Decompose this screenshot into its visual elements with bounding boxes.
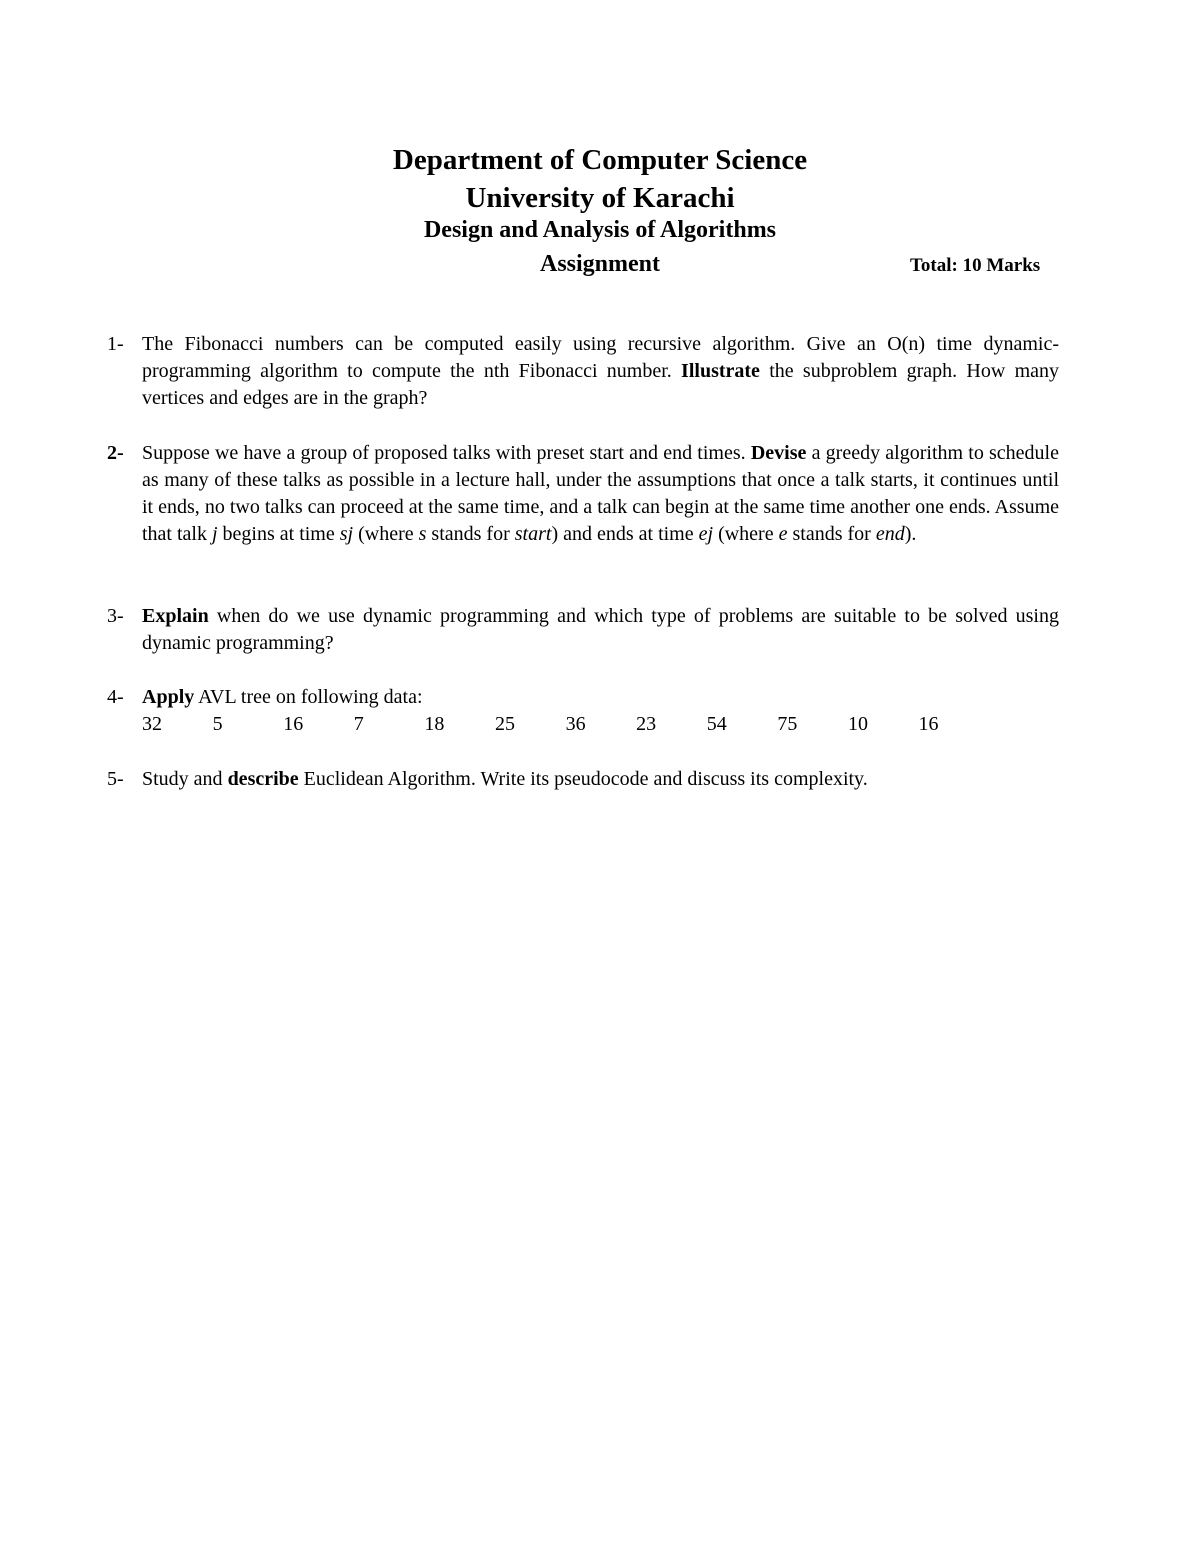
question-3-number: 3- <box>107 605 124 627</box>
question-1-number: 1- <box>107 333 124 355</box>
question-4-text: Apply AVL tree on following data: 32 5 16 7 18 25 36 23 54 75 10 16 <box>142 684 1059 738</box>
avl-data-value: 23 <box>636 713 657 735</box>
question-5-keyword: describe <box>227 768 299 790</box>
avl-data-value: 5 <box>212 713 223 735</box>
question-1-keyword: Illustrate <box>681 360 760 382</box>
department-title: Department of Computer Science <box>392 144 808 176</box>
question-2-number: 2- <box>107 442 124 464</box>
avl-data-value: 7 <box>353 713 364 735</box>
avl-data-value: 54 <box>706 713 727 735</box>
avl-data-value: 25 <box>494 713 515 735</box>
question-1-text: The Fibonacci numbers can be computed easily using recursive algorithm. Give an O(n) time dynamic-programming algorithm to compute the nth Fibonacci number. Illustrate the subproblem graph. How many vertices and edges are in the graph? <box>142 333 1059 409</box>
avl-data-value: 16 <box>918 713 939 735</box>
avl-data-row <box>142 711 1059 738</box>
question-3-keyword: Explain <box>142 605 209 627</box>
question-4-number: 4- <box>107 686 124 708</box>
university-title: University of Karachi <box>465 182 735 214</box>
avl-data-value: 75 <box>777 713 798 735</box>
avl-data-value: 10 <box>847 713 868 735</box>
question-2-text: Suppose we have a group of proposed talks with preset start and end times. Devise a greedy algorithm to schedule as many of these talks as possible in a lecture hall, under the assumptions that once a talk starts, it continues until it ends, no two talks can proceed at the same time, and a talk can begin at the same time another one ends. Assume that talk j begins at time sj (where s stands for start) and ends at time ej (where e stands for end). <box>142 442 1059 545</box>
course-title: Design and Analysis of Algorithms <box>423 217 777 243</box>
question-3-text: Explain when do we use dynamic programming and which type of problems are suitable to be solved using dynamic programming? <box>142 605 1059 654</box>
assignment-title: Assignment <box>539 251 660 277</box>
avl-data-value: 32 <box>142 713 162 735</box>
avl-data-value: 18 <box>424 713 445 735</box>
avl-data-value: 36 <box>565 713 586 735</box>
avl-data-value: 16 <box>283 713 304 735</box>
question-5-number: 5- <box>107 768 124 790</box>
question-5-text: Study and describe Euclidean Algorithm. Write its pseudocode and discuss its complexity. <box>142 768 868 790</box>
question-2-keyword: Devise <box>750 442 807 464</box>
question-4-keyword: Apply <box>142 686 195 708</box>
total-marks: Total: 10 Marks <box>910 255 1041 276</box>
